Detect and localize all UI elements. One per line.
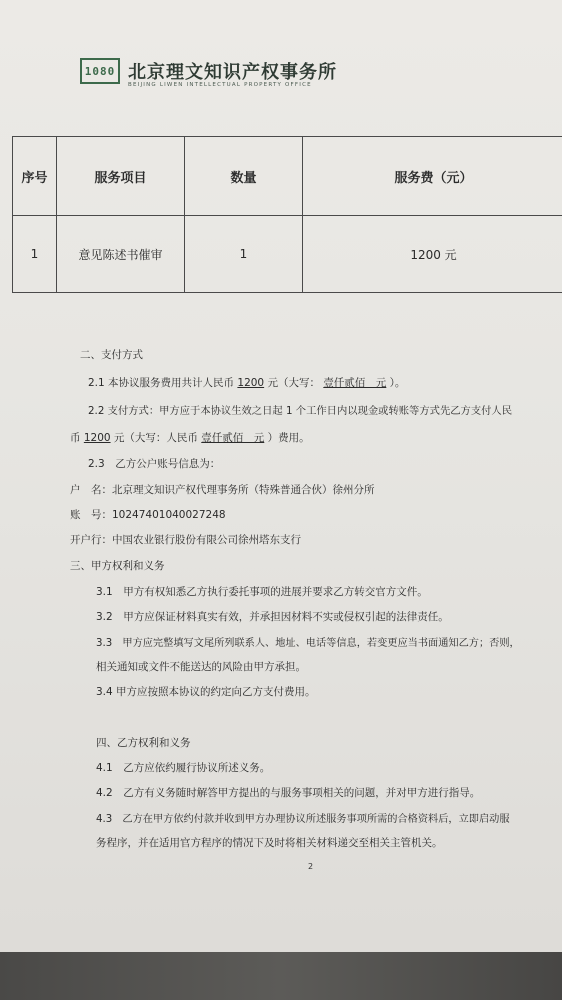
clause-2-2-line1: 2.2 支付方式：甲方应于本协议生效之日起 1 个工作日内以现金或转账等方式先乙方支付人民: [88, 405, 513, 417]
clause-2-3: 2.3 乙方公户账号信息为：: [88, 458, 221, 470]
clause-3-3-line2: 相关通知或文件不能送达的风险由甲方承担。: [96, 661, 306, 673]
cell-service: 意见陈述书催审: [57, 216, 185, 293]
firm-logo-icon: [80, 58, 120, 84]
clause-2-2-line2: [70, 430, 310, 445]
clause-3-2: 3.2 甲方应保证材料真实有效，并承担因材料不实或侵权引起的法律责任。: [96, 611, 449, 623]
clause-2-1: [88, 375, 405, 390]
account-number: 账 号：10247401040027248: [70, 509, 226, 521]
header-cell-service: 服务项目: [57, 137, 185, 216]
cell-quantity: 1: [185, 216, 303, 293]
clause-4-1: 4.1 乙方应依约履行协议所述义务。: [96, 762, 271, 774]
section-heading-payment: 二、支付方式: [80, 349, 143, 361]
amount-in-words: 壹仟贰佰 元: [323, 377, 387, 389]
clause-text: 币: [70, 432, 81, 444]
clause-3-3-line1: 3.3 甲方应完整填写文尾所列联系人、地址、电话等信息，若变更应当书面通知乙方；否则，: [96, 638, 520, 649]
clause-text: 2.1 本协议服务费用共计人民币: [88, 377, 235, 389]
amount-value: 1200: [83, 432, 111, 444]
page-number: 2: [308, 862, 314, 871]
amount-value: 1200: [237, 377, 265, 389]
clause-3-1: 3.1 甲方有权知悉乙方执行委托事项的进展并要求乙方转交官方文件。: [96, 586, 428, 598]
clause-text: 元（大写：人民币: [113, 432, 198, 444]
firm-name-en: BEIJING LIWEN INTELLECTUAL PROPERTY OFFICE: [128, 82, 312, 88]
clause-4-2: 4.2 乙方有义务随时解答甲方提出的与服务事项相关的问题，并对甲方进行指导。: [96, 787, 481, 799]
service-fee-table: [12, 136, 562, 293]
clause-text: 元（大写：: [267, 377, 320, 389]
cell-fee: 1200 元: [303, 216, 562, 293]
clause-3-4: 3.4 甲方应按照本协议的约定向乙方支付费用。: [96, 686, 316, 698]
header-cell-fee: 服务费（元）: [303, 137, 562, 216]
header-cell-index: 序号: [13, 137, 57, 216]
header-cell-quantity: 数量: [185, 137, 303, 216]
section-heading-party-b: 四、乙方权利和义务: [96, 737, 191, 749]
clause-text: ）。: [389, 377, 406, 389]
table-row: [13, 216, 562, 293]
clause-4-3-line1: 4.3 乙方在甲方依约付款并收到甲方办理协议所述服务事项所需的合格资料后，立即启动服: [96, 814, 510, 825]
cell-index: 1: [13, 216, 57, 293]
amount-in-words: 壹仟贰佰 元: [201, 432, 265, 444]
clause-text: ）费用。: [267, 432, 310, 444]
bank-name: 开户行：中国农业银行股份有限公司徐州塔东支行: [70, 534, 301, 546]
table-header-row: [13, 137, 562, 216]
background-surface: [0, 952, 562, 1000]
account-name: 户 名：北京理文知识产权代理事务所（特殊普通合伙）徐州分所: [70, 484, 375, 496]
section-heading-party-a: 三、甲方权利和义务: [70, 560, 165, 572]
logo-text: 1080: [84, 64, 116, 78]
clause-4-3-line2: 务程序，并在适用官方程序的情况下及时将相关材料递交至相关主管机关。: [96, 837, 443, 849]
firm-name: 北京理文知识产权事务所: [128, 62, 337, 83]
